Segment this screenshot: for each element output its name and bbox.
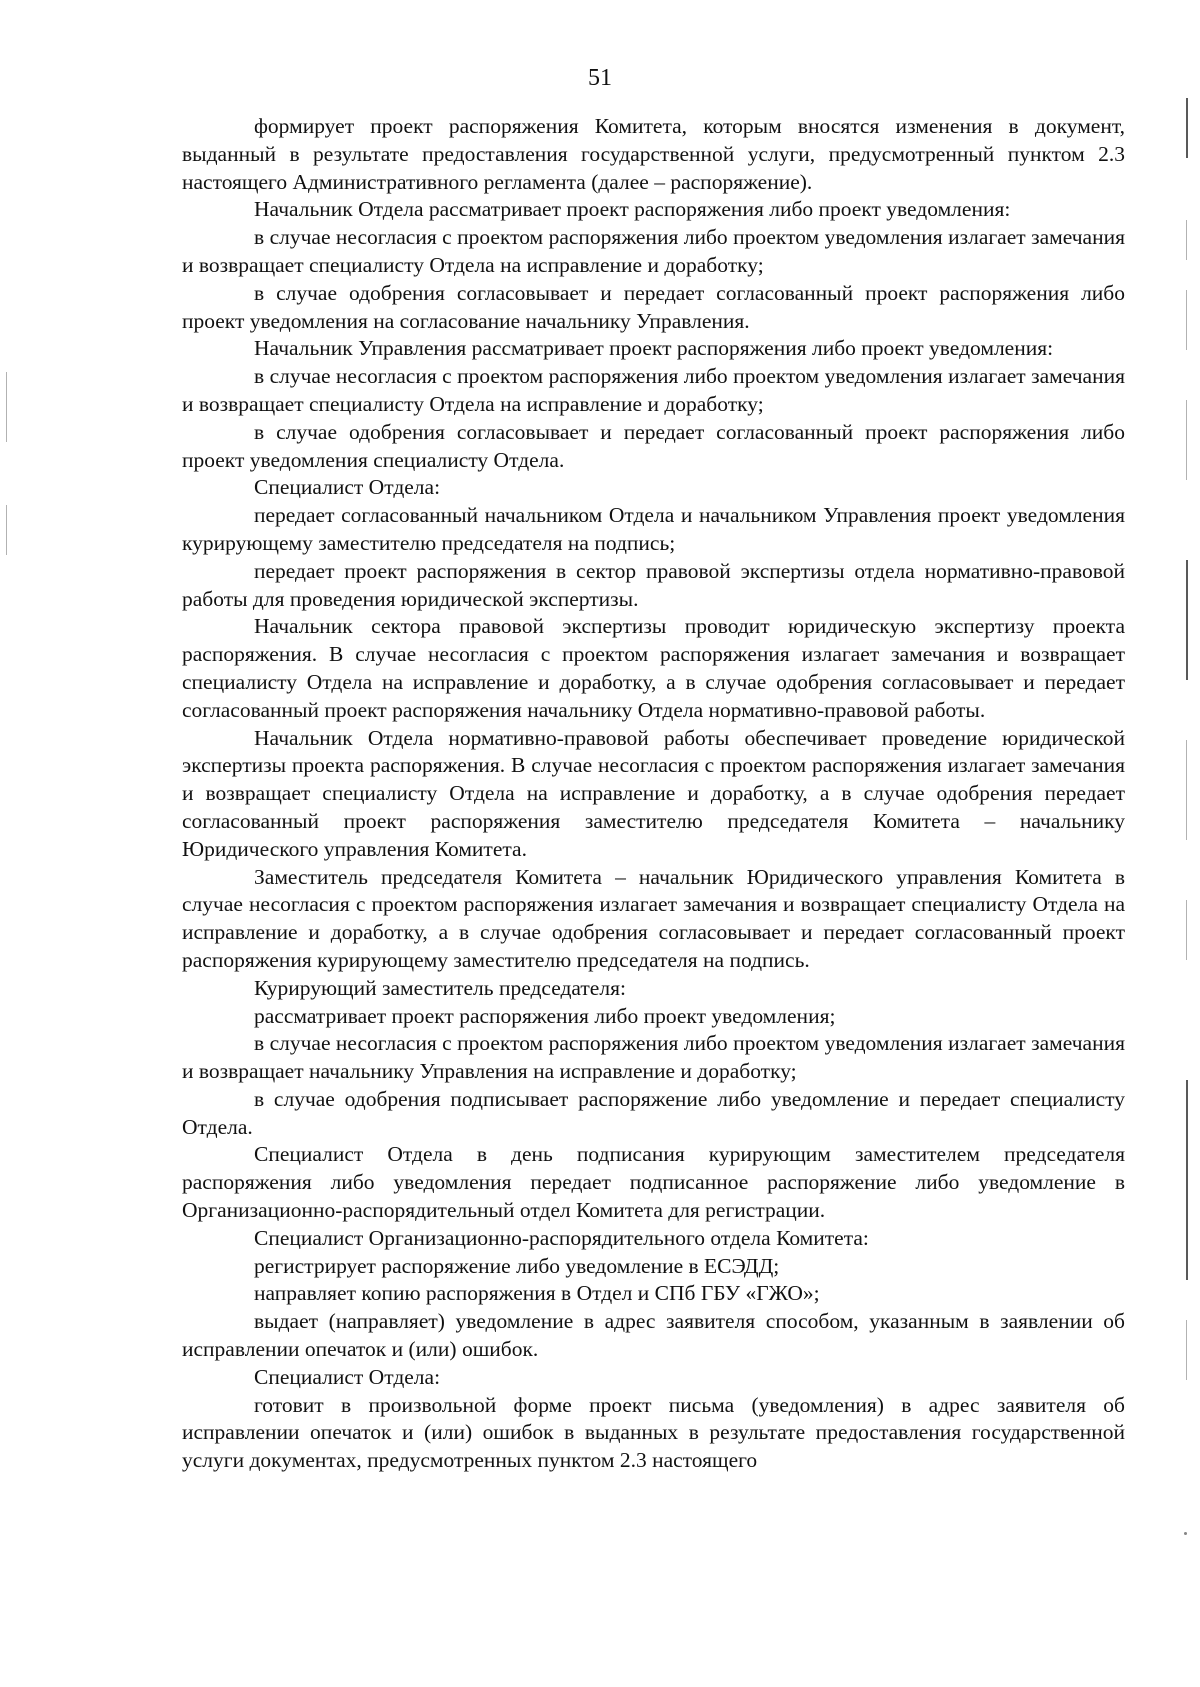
scan-mark bbox=[1186, 560, 1188, 680]
scan-mark bbox=[1186, 740, 1187, 840]
scan-mark bbox=[1186, 900, 1187, 960]
paragraph-23: Специалист Отдела: bbox=[254, 1364, 441, 1389]
paragraph-13: Заместитель председателя Комитета – начальник Юридического управления Комитета в случае несогласия с проектом распоряжения излагает замечания и возвращает специалисту Отдела на исправление и доработку, а в случае одобрения согласовывает и передает согласованный проект распоряжения курирующему заместителю председателя на подпись. bbox=[182, 864, 1125, 972]
paragraph-3: в случае несогласия с проектом распоряжения либо проектом уведомления излагает замечания и возвращает специалисту Отдела на исправление и доработку; bbox=[182, 225, 1125, 277]
scan-dot bbox=[1184, 1532, 1187, 1535]
scan-mark bbox=[1186, 98, 1188, 158]
paragraph-19: Специалист Организационно-распорядительного отдела Комитета: bbox=[254, 1225, 869, 1250]
paragraph-4: в случае одобрения согласовывает и передает согласованный проект распоряжения либо проект уведомления на согласование начальнику Управления. bbox=[182, 280, 1125, 333]
paragraph-16: в случае несогласия с проектом распоряжения либо проектом уведомления излагает замечания и возвращает начальнику Управления на исправление и доработку; bbox=[182, 1031, 1125, 1084]
paragraph-15: рассматривает проект распоряжения либо проект уведомления; bbox=[254, 1003, 836, 1028]
paragraph-24: готовит в произвольной форме проект письма (уведомления) в адрес заявителя об исправлении опечаток и (или) ошибок в выданных в результате предоставления государственной услуги документах, предусмотренных пунктом 2.3 настоящего bbox=[182, 1392, 1125, 1473]
paragraph-17: в случае одобрения подписывает распоряжение либо уведомление и передает специалисту Отдела. bbox=[182, 1086, 1125, 1139]
page-number: 51 bbox=[588, 65, 612, 91]
scan-mark bbox=[6, 372, 7, 442]
scan-mark bbox=[1186, 220, 1187, 260]
paragraph-7: в случае одобрения согласовывает и передает согласованный проект распоряжения либо проект уведомления специалисту Отдела. bbox=[182, 419, 1125, 472]
paragraph-22: выдает (направляет) уведомление в адрес заявителя способом, указанным в заявлении об исправлении опечаток и (или) ошибок. bbox=[182, 1309, 1125, 1362]
scan-mark bbox=[1186, 400, 1187, 480]
paragraph-1: формирует проект распоряжения Комитета, которым вносятся изменения в документ, выданный в результате предоставления государственной услуги, предусмотренный пунктом 2.3 настоящего Административного регламента (далее – распоряжение). bbox=[182, 114, 1125, 194]
scan-mark bbox=[1186, 1320, 1187, 1380]
paragraph-14: Курирующий заместитель председателя: bbox=[254, 975, 626, 1000]
paragraph-20: регистрирует распоряжение либо уведомление в ЕСЭДД; bbox=[254, 1253, 780, 1278]
scan-mark bbox=[6, 505, 7, 555]
paragraph-5: Начальник Управления рассматривает проект распоряжения либо проект уведомления: bbox=[254, 336, 1054, 361]
scan-mark bbox=[1186, 290, 1187, 350]
paragraph-6: в случае несогласия с проектом распоряжения либо проектом уведомления излагает замечания и возвращает специалисту Отдела на исправление и доработку; bbox=[182, 364, 1125, 416]
scan-mark bbox=[1186, 1080, 1188, 1280]
paragraph-10: передает проект распоряжения в сектор правовой экспертизы отдела нормативно-правовой работы для проведения юридической экспертизы. bbox=[182, 558, 1125, 611]
paragraph-18: Специалист Отдела в день подписания курирующим заместителем председателя распоряжения либо уведомления передает подписанное распоряжение либо уведомление в Организационно-распорядительный отдел Комитета для регистрации. bbox=[182, 1142, 1125, 1223]
document-body bbox=[182, 113, 1125, 1475]
paragraph-2: Начальник Отдела рассматривает проект распоряжения либо проект уведомления: bbox=[254, 197, 1011, 222]
paragraph-8: Специалист Отдела: bbox=[254, 475, 441, 500]
paragraph-11: Начальник сектора правовой экспертизы проводит юридическую экспертизу проекта распоряжения. В случае несогласия с проектом распоряжения излагает замечания и возвращает специалисту Отдела на исправление и доработку, а в случае одобрения согласовывает и передает согласованный проект распоряжения начальнику Отдела нормативно-правовой работы. bbox=[182, 614, 1125, 722]
paragraph-9: передает согласованный начальником Отдела и начальником Управления проект уведомления курирующему заместителю председателя на подпись; bbox=[182, 503, 1125, 555]
paragraph-21: направляет копию распоряжения в Отдел и СПб ГБУ «ГЖО»; bbox=[254, 1281, 820, 1306]
paragraph-12: Начальник Отдела нормативно-правовой работы обеспечивает проведение юридической экспертизы проекта распоряжения. В случае несогласия с проектом распоряжения излагает замечания и возвращает специалисту Отдела на исправление и доработку, а в случае одобрения передает согласованный проект распоряжения заместителю председателя Комитета – начальнику Юридического управления Комитета. bbox=[182, 725, 1125, 861]
